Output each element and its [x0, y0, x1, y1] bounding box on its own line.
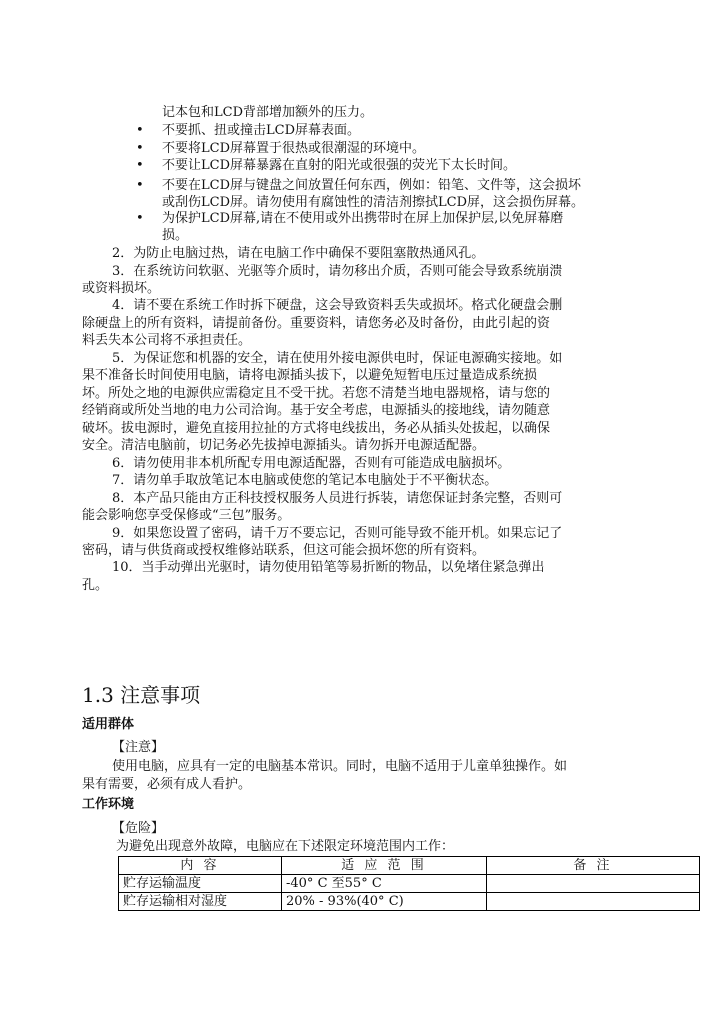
paragraph-10: 10．当手动弹出光驱时，请勿使用铅笔等易折断的物品，以免堵住紧急弹出	[112, 560, 545, 575]
paragraph-9: 密码，请与供货商或授权维修站联系，但这可能会损坏您的所有资料。	[82, 543, 486, 558]
paragraph-5: 果不准备长时间使用电脑，请将电源插头拔下，以避免短暂电压过量造成系统损	[82, 368, 538, 383]
section-heading: 1.3 注意事项	[82, 683, 201, 707]
table-header: 适 应 范 围	[282, 857, 487, 875]
paragraph-4: 料丢失本公司将不承担责任。	[82, 333, 252, 348]
table-cell: 贮存运输温度	[119, 875, 282, 893]
paragraph-4: 除硬盘上的所有资料，请提前备份。重要资料，请您务必及时备份，由此引起的资	[82, 316, 551, 331]
subheading-environment: 工作环境	[82, 797, 135, 812]
note-text: 使用电脑，应具有一定的电脑基本常识。同时，电脑不适用于儿童单独操作。如	[112, 759, 568, 774]
table-header: 备 注	[487, 857, 700, 875]
bullet-dot-icon: •	[136, 211, 144, 226]
paragraph-9: 9．如果您设置了密码，请千万不要忘记，否则可能导致不能开机。如果忘记了	[112, 526, 563, 541]
paragraph-5: 坏。所处之地的电源供应需稳定且不受干扰。若您不清楚当地电器规格，请与您的	[82, 386, 551, 401]
bullet-dot-icon: •	[136, 123, 144, 138]
bullet-text: 不要将LCD屏幕置于很热或很潮湿的环境中。	[162, 141, 426, 156]
table-header-row	[119, 857, 700, 875]
table-header: 内 容	[119, 857, 282, 875]
paragraph-5: 5．为保证您和机器的安全，请在使用外接电源供电时，保证电源确实接地。如	[112, 351, 563, 366]
table-cell	[487, 893, 700, 911]
table-cell: 20% - 93%(40° C)	[282, 893, 487, 911]
danger-text: 为避免出现意外故障，电脑应在下述限定环境范围内工作：	[116, 839, 455, 854]
table-cell: 贮存运输相对湿度	[119, 893, 282, 911]
bullet-text: 不要让LCD屏幕暴露在直射的阳光或很强的荧光下太长时间。	[162, 158, 517, 173]
paragraph-7: 7．请勿单手取放笔记本电脑或使您的笔记本电脑处于不平衡状态。	[112, 473, 498, 488]
paragraph-5: 安全。清洁电脑前，切记务必先拔掉电源插头。请勿拆开电源适配器。	[82, 438, 486, 453]
bullet-text: 或刮伤LCD屏。请勿使用有腐蚀性的清洁剂擦拭LCD屏，这会损伤屏幕。	[162, 195, 585, 210]
paragraph-2: 2．为防止电脑过热，请在电脑工作中确保不要阻塞散热通风孔。	[112, 246, 485, 261]
paragraph-3: 3．在系统访问软驱、光驱等介质时，请勿移出介质，否则可能会导致系统崩溃	[112, 264, 563, 279]
bullet-text: 损。	[162, 228, 189, 243]
environment-table	[118, 856, 700, 911]
paragraph-3: 或资料损坏。	[82, 281, 161, 296]
table-row	[119, 893, 700, 911]
paragraph-4: 4．请不要在系统工作时拆下硬盘，这会导致资料丢失或损坏。格式化硬盘会删	[112, 298, 563, 313]
paragraph-6: 6．请勿使用非本机所配专用电源适配器，否则有可能造成电脑损坏。	[112, 456, 511, 471]
paragraph-8: 能会影响您享受保修或“三包”服务。	[82, 508, 291, 523]
bullet-dot-icon: •	[136, 158, 144, 173]
subheading-target-group: 适用群体	[82, 717, 135, 732]
table-row	[119, 875, 700, 893]
bullet-text: 不要在LCD屏与键盘之间放置任何东西，例如：铅笔、文件等，这会损坏	[162, 178, 582, 193]
bullet-dot-icon: •	[136, 178, 144, 193]
note-text: 果有需要，必须有成人看护。	[82, 777, 252, 792]
note-tag: 【注意】	[112, 740, 165, 755]
paragraph-8: 8．本产品只能由方正科技授权服务人员进行拆装，请您保证封条完整，否则可	[112, 491, 563, 506]
paragraph-10: 孔。	[82, 578, 109, 593]
paragraph-5: 破坏。拔电源时，避免直接用拉扯的方式将电线拔出，务必从插头处拔起，以确保	[82, 421, 551, 436]
bullet-text: 不要抓、扭或撞击LCD屏幕表面。	[162, 123, 361, 138]
bullet-continuation: 记本包和LCD背部增加额外的压力。	[162, 105, 374, 120]
table-cell	[487, 875, 700, 893]
table-cell: -40° C 至55° C	[282, 875, 487, 893]
paragraph-5: 经销商或所处当地的电力公司洽询。基于安全考虑，电源插头的接地线，请勿随意	[82, 403, 551, 418]
danger-tag: 【危险】	[112, 821, 165, 836]
bullet-dot-icon: •	[136, 141, 144, 156]
bullet-text: 为保护LCD屏幕,请在不使用或外出携带时在屏上加保护层,以免屏幕磨	[162, 211, 564, 226]
